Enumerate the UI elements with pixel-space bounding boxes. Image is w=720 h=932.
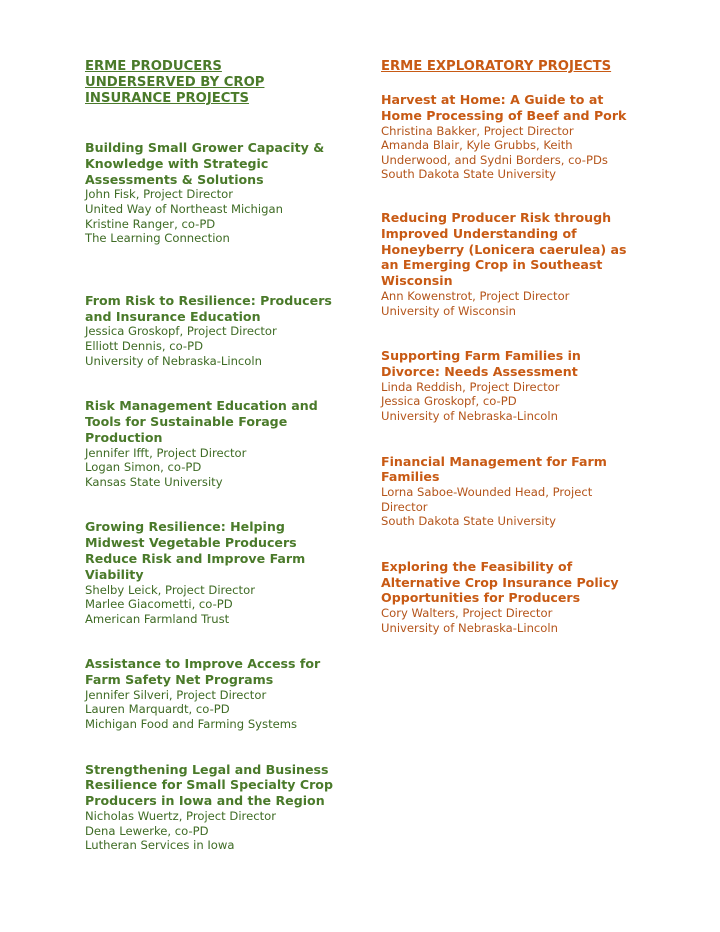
project-title: Harvest at Home: A Guide to at Home Processing of Beef and Pork (381, 92, 627, 123)
project-entry (85, 656, 353, 731)
project-entry (85, 293, 353, 368)
project-entry (85, 762, 353, 853)
section-heading-exploratory: ERME EXPLORATORY PROJECTS (381, 59, 612, 74)
project-title: Building Small Grower Capacity & Knowledge with Strategic Assessments & Solutions (85, 140, 325, 187)
project-title: Strengthening Legal and Business Resilience for Small Specialty Crop Producers in Iowa and the Region (85, 761, 333, 809)
project-organization: University of Wisconsin (381, 303, 516, 318)
project-entry (85, 140, 353, 246)
project-director: Ann Kowenstrot, Project Director (381, 288, 570, 303)
project-director: Linda Reddish, Project Director (381, 379, 560, 394)
section-heading-underserved: ERME PRODUCERS UNDERSERVED BY CROP INSURANCE PROJECTS (85, 59, 265, 106)
project-director: John Fisk, Project Director (85, 187, 233, 202)
project-organization: South Dakota State University (381, 167, 556, 182)
project-co-pds: Underwood, and Sydni Borders, co-PDs (381, 152, 608, 167)
project-organization: American Farmland Trust (85, 611, 230, 626)
project-title: From Risk to Resilience: Producers and Insurance Education (85, 292, 332, 324)
project-entry (381, 559, 655, 636)
project-organization: South Dakota State University (381, 514, 556, 529)
project-entry (85, 398, 353, 489)
project-co-pd: Marlee Giacometti, co-PD (85, 597, 233, 612)
project-organization: University of Nebraska-Lincoln (381, 408, 558, 423)
left-column (85, 59, 353, 853)
project-organization: The Learning Connection (85, 231, 230, 246)
project-organization: Michigan Food and Farming Systems (85, 717, 298, 732)
project-entry (85, 519, 353, 626)
project-director: Lorna Saboe-Wounded Head, Project (381, 485, 593, 500)
project-title: Supporting Farm Families in Divorce: Needs Assessment (381, 348, 581, 379)
project-director: Jessica Groskopf, Project Director (85, 324, 277, 339)
project-co-pd: Lauren Marquardt, co-PD (85, 702, 230, 717)
project-title: Growing Resilience: Helping Midwest Vegetable Producers Reduce Risk and Improve Farm Viability (85, 519, 306, 582)
project-title: Financial Management for Farm Families (381, 453, 607, 485)
project-organization: University of Nebraska-Lincoln (381, 620, 558, 635)
right-column (381, 59, 655, 635)
project-title: Reducing Producer Risk through Improved Understanding of Honeyberry (Lonicera caerulea) as an Emerging Crop in Southeast Wisconsin (381, 209, 627, 289)
project-organization: University of Nebraska-Lincoln (85, 353, 262, 368)
project-director: Jennifer Silveri, Project Director (85, 687, 267, 702)
project-organization: United Way of Northeast Michigan (85, 201, 283, 216)
project-entry (381, 210, 655, 318)
project-director: Nicholas Wuertz, Project Director (85, 809, 276, 824)
project-co-pd: Logan Simon, co-PD (85, 460, 202, 475)
project-title: Risk Management Education and Tools for Sustainable Forage Production (85, 398, 318, 445)
project-director: Cory Walters, Project Director (381, 606, 553, 621)
project-director: Director (381, 499, 428, 514)
project-co-pd: Kristine Ranger, co-PD (85, 216, 216, 231)
project-co-pd: Dena Lewerke, co-PD (85, 823, 209, 838)
project-director: Jennifer Ifft, Project Director (85, 445, 247, 460)
project-title: Assistance to Improve Access for Farm Safety Net Programs (85, 656, 321, 688)
project-co-pd: Jessica Groskopf, co-PD (381, 394, 517, 409)
project-director: Christina Bakker, Project Director (381, 123, 574, 138)
project-title: Exploring the Feasibility of Alternative Crop Insurance Policy Opportunities for Producers (381, 558, 619, 606)
project-organization: Kansas State University (85, 474, 223, 489)
project-entry (381, 454, 655, 529)
project-entry (381, 348, 655, 423)
project-organization: Lutheran Services in Iowa (85, 838, 235, 853)
project-director: Shelby Leick, Project Director (85, 582, 255, 597)
project-entry (381, 92, 655, 182)
project-co-pds: Amanda Blair, Kyle Grubbs, Keith (381, 138, 573, 153)
project-co-pd: Elliott Dennis, co-PD (85, 338, 204, 353)
